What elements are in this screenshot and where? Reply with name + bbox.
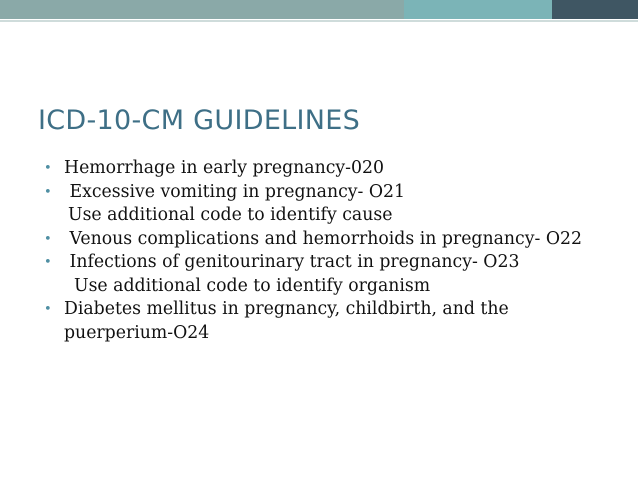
bullet-icon: •: [44, 255, 52, 270]
list-item-note: [44, 204, 604, 228]
decorative-divider-line: [0, 20, 638, 22]
bullet-icon: •: [44, 161, 52, 176]
top-bar-band-middle: [404, 0, 552, 19]
list-item-text: Use additional code to identify organism: [74, 275, 431, 296]
top-bar-band-left: [0, 0, 404, 19]
list-item: [44, 298, 604, 345]
list-item-text: Diabetes mellitus in pregnancy, childbirth, and the puerperium-O24: [64, 299, 515, 343]
decorative-top-bar: [0, 0, 638, 19]
bullet-icon: •: [44, 231, 52, 247]
list-item: [44, 228, 604, 252]
list-item: [44, 181, 604, 205]
bullet-list: [44, 157, 604, 345]
bullet-icon: •: [44, 184, 52, 200]
slide-title: ICD-10-CM GUIDELINES: [38, 105, 361, 136]
list-item-text: Use additional code to identify cause: [68, 205, 393, 225]
list-item: [44, 251, 604, 275]
list-item: [44, 157, 604, 181]
list-item-text: Excessive vomiting in pregnancy- O21: [64, 181, 406, 202]
list-item-note: [44, 275, 604, 299]
list-item-text: Infections of genitourinary tract in pregnancy- O23: [64, 252, 520, 272]
list-item-text: Hemorrhage in early pregnancy-020: [64, 158, 384, 178]
list-item-text: Venous complications and hemorrhoids in pregnancy- O22: [64, 228, 582, 249]
bullet-icon: •: [44, 302, 52, 317]
top-bar-band-right: [552, 0, 638, 19]
